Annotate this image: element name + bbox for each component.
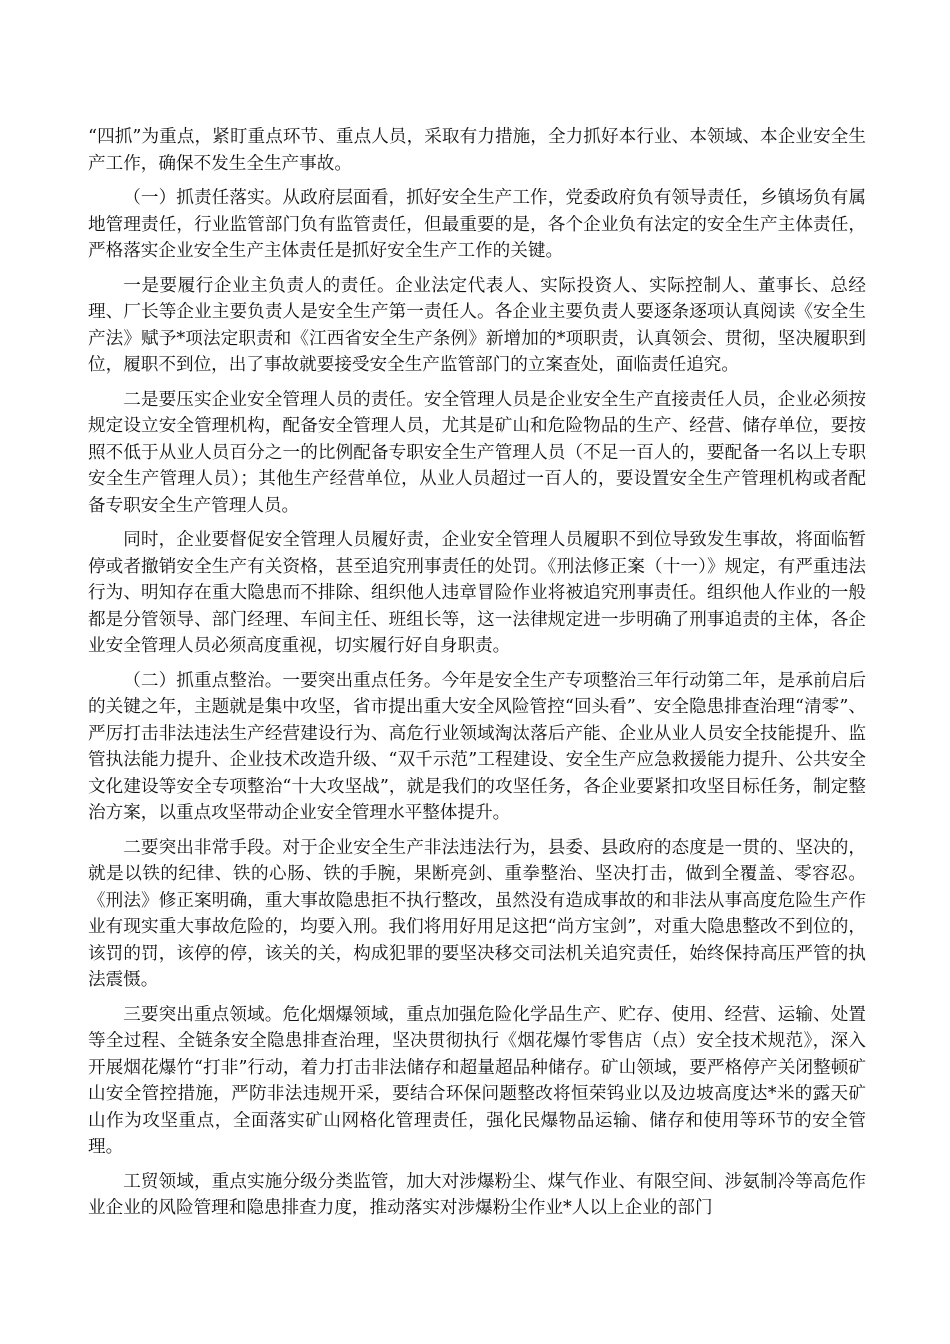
paragraph-industry-trade: 工贸领域，重点实施分级分类监管，加大对涉爆粉尘、煤气作业、有限空间、涉氨制冷等高危作业企业的风险管理和隐患排查力度，推动落实对涉爆粉尘作业*人以上企业的部门 — [88, 1171, 866, 1218]
paragraph-supervision: 同时，企业要督促安全管理人员履好责，企业安全管理人员履职不到位导致发生事故，将面临暂停或者撤销安全生产有关资格，甚至追究刑事责任的处罚。《刑法修正案（十一）》规定，有严重违法行为、明知存在重大隐患而不排除、组织他人违章冒险作业将被追究刑事责任。组织他人作业的一般都是分管领导、部门经理、车间主任、班组长等，这一法律规定进一步明确了刑事追责的主体，各企业安全管理人员必须高度重视，切实履行好自身职责。 — [88, 530, 866, 656]
paragraph-safety-managers: 二是要压实企业安全管理人员的责任。安全管理人员是企业安全生产直接责任人员，企业必须按规定设立安全管理机构，配备安全管理人员，尤其是矿山和危险物品的生产、经营、储存单位，要按照不低于从业人员百分之一的比例配备专职安全生产管理人员（不足一百人的，要配备一名以上专职安全生产管理人员）；其他生产经营单位，从业人员超过一百人的，要设置安全生产管理机构或者配备专职安全生产管理人员。 — [88, 389, 866, 516]
paragraph-principal-responsibility: 一是要履行企业主负责人的责任。企业法定代表人、实际投资人、实际控制人、董事长、总经理、厂长等企业主要负责人是安全生产第一责任人。各企业主要负责人要逐条逐项认真阅读《安全生产法》赋予*项法定职责和《江西省安全生产条例》新增加的*项职责，认真领会、贯彻，坚决履职到位，履职不到位，出了事故就要接受安全生产监管部门的立案查处，面临责任追究。 — [88, 275, 866, 375]
paragraph-responsibility: （一）抓责任落实。从政府层面看，抓好安全生产工作，党委政府负有领导责任，乡镇场负有属地管理责任，行业监管部门负有监管责任，但最重要的是，各个企业负有法定的安全生产主体责任，严格落实企业安全生产主体责任是抓好安全生产工作的关键。 — [88, 188, 866, 261]
paragraph-key-fields: 三要突出重点领域。危化烟爆领域，重点加强危险化学品生产、贮存、使用、经营、运输、处置等全过程、全链条安全隐患排查治理，坚决贯彻执行《烟花爆竹零售店（点）安全技术规范》，深入开展烟花爆竹“打非”行动，着力打击非法储存和超量超品种储存。矿山领域，要严格停产关闭整顿矿山安全管控措施，严防非法违规开采，要结合环保问题整改将恒荣钨业以及边坡高度达*米的露天矿山作为攻坚重点，全面落实矿山网格化管理责任，强化民爆物品运输、储存和使用等环节的安全管理。 — [88, 1004, 866, 1157]
paragraph-intro-continuation: “四抓”为重点，紧盯重点环节、重点人员，采取有力措施，全力抓好本行业、本领域、本企业安全生产工作，确保不发生全生产事故。 — [88, 127, 866, 174]
document-body — [88, 124, 866, 1230]
paragraph-extraordinary-means: 二要突出非常手段。对于企业安全生产非法违法行为，县委、县政府的态度是一贯的、坚决的，就是以铁的纪律、铁的心肠、铁的手腕，果断亮剑、重拳整治、坚决打击，做到全覆盖、零容忍。《刑法》修正案明确，重大事故隐患拒不执行整改，虽然没有造成事故的和非法从事高度危险生产作业有现实重大事故危险的，均要入刑。我们将用好用足这把“尚方宝剑”，对重大隐患整改不到位的，该罚的罚，该停的停，该关的关，构成犯罪的要坚决移交司法机关追究责任，始终保持高压严管的执法震慑。 — [88, 837, 866, 990]
paragraph-key-rectification: （二）抓重点整治。一要突出重点任务。今年是安全生产专项整治三年行动第二年，是承前启后的关键之年，主题就是集中攻坚，省市提出重大安全风险管控“回头看”、安全隐患排查治理“清零”、严厉打击非法违法生产经营建设行为、高危行业领域淘汰落后产能、企业从业人员安全技能提升、监管执法能力提升、企业技术改造升级、“双千示范”工程建设、安全生产应急救援能力提升、公共安全文化建设等安全专项整治“十大攻坚战”，就是我们的攻坚任务，各企业要紧扣攻坚目标任务，制定整治方案，以重点攻坚带动企业安全管理水平整体提升。 — [88, 670, 866, 823]
